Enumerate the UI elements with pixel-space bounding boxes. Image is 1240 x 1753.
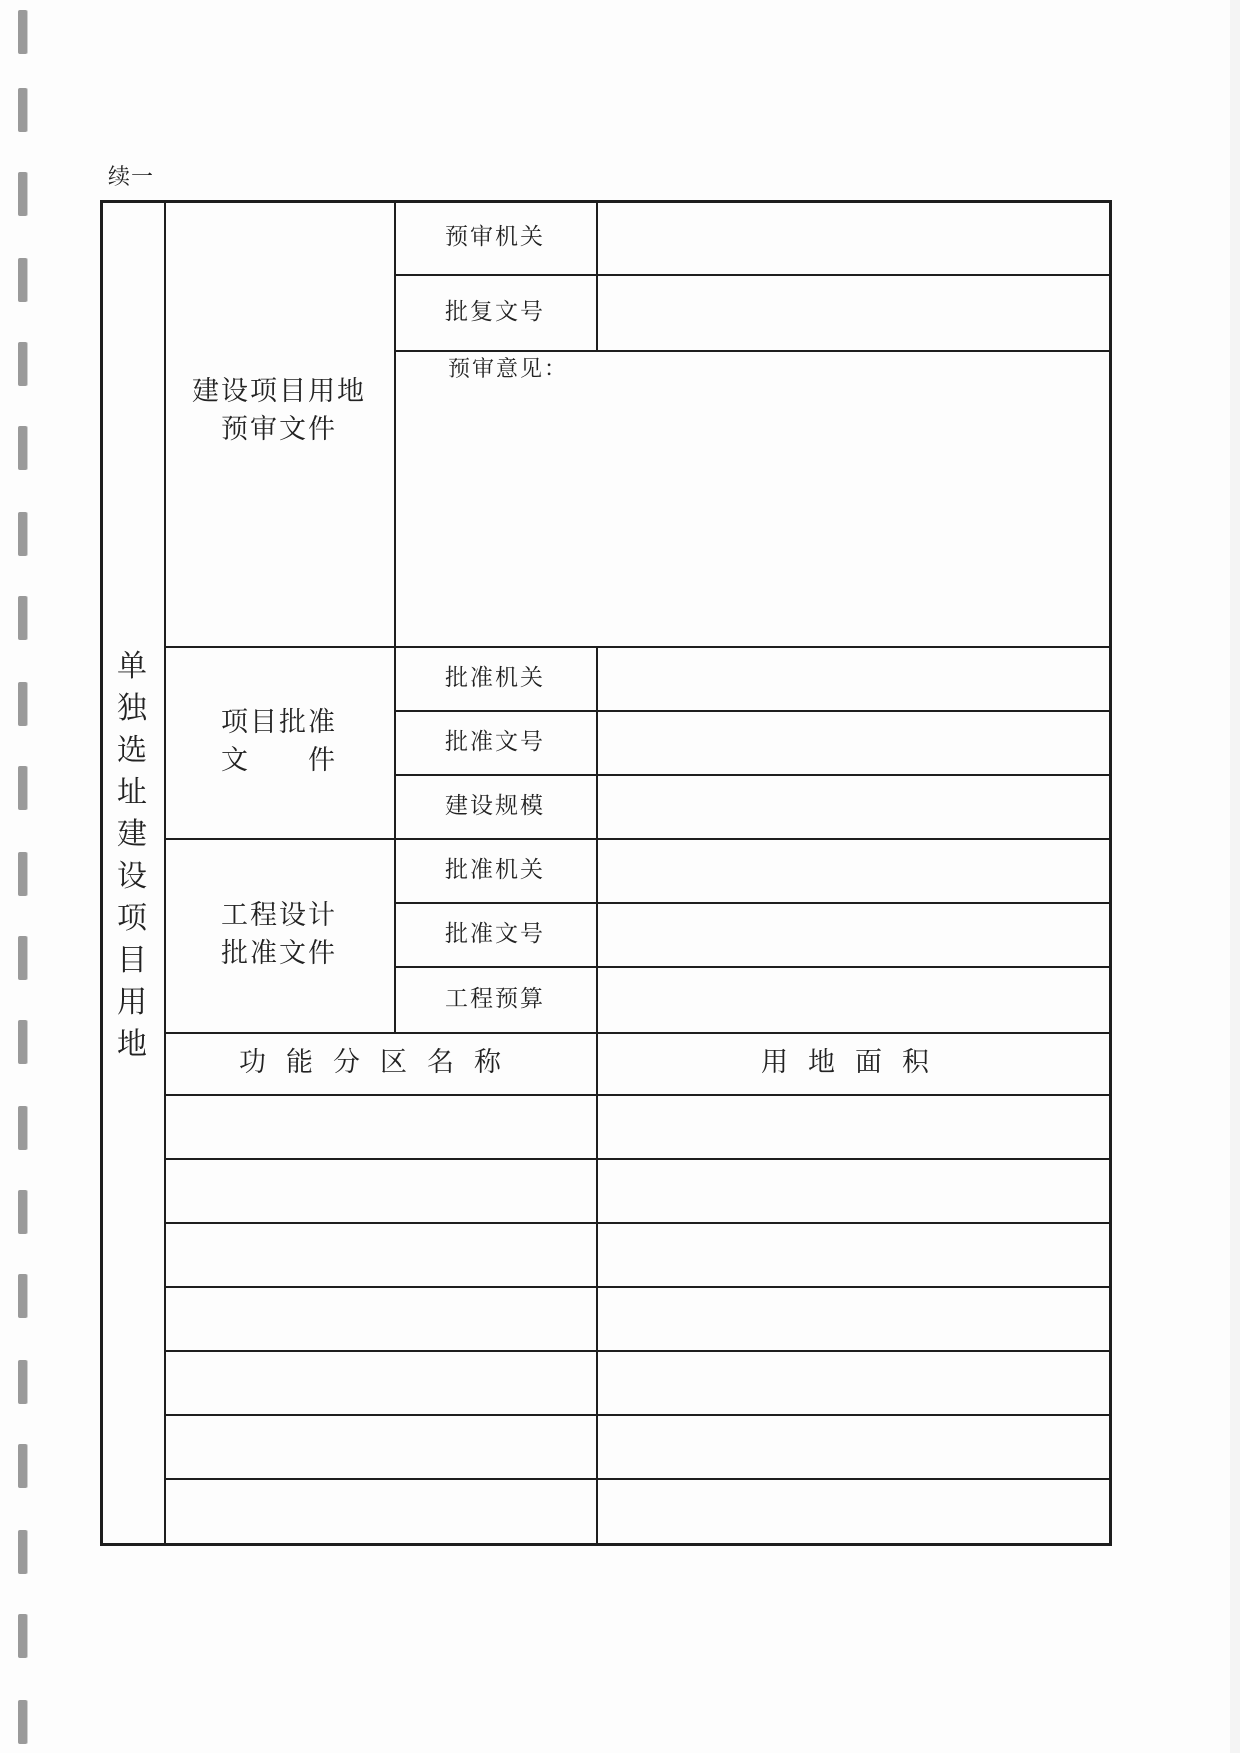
group-title-line: 批准文件 bbox=[221, 938, 337, 969]
approval-number-label: 批复文号 bbox=[445, 299, 545, 325]
preapproval-opinion-label: 预审意见： bbox=[448, 357, 569, 382]
zone-name-cell[interactable] bbox=[164, 1286, 596, 1350]
land-use-form bbox=[100, 200, 1112, 1546]
zone-name-cell[interactable] bbox=[164, 1478, 596, 1546]
land-area-header: 用地面积 bbox=[761, 1047, 949, 1078]
continuation-caption: 续一 bbox=[108, 165, 155, 190]
engineering-budget-field[interactable] bbox=[598, 966, 1112, 1032]
land-area-cell[interactable] bbox=[598, 1222, 1112, 1286]
zone-name-header: 功能分区名称 bbox=[239, 1047, 521, 1078]
group-title-line: 工程设计 bbox=[221, 900, 337, 931]
engineering-number-label: 批准文号 bbox=[445, 921, 545, 947]
approval-document-number-label: 批准文号 bbox=[445, 729, 545, 755]
land-area-cell[interactable] bbox=[598, 1094, 1112, 1158]
approval-document-number-field[interactable] bbox=[598, 710, 1112, 774]
page-edge bbox=[1230, 0, 1240, 1753]
group-title-line: 建设项目用地 bbox=[192, 376, 366, 407]
approval-number-field[interactable] bbox=[598, 274, 1112, 350]
engineering-authority-field[interactable] bbox=[598, 838, 1112, 902]
approval-authority-field[interactable] bbox=[598, 646, 1112, 710]
section-title-char: 单 bbox=[117, 649, 147, 684]
preapproval-opinion-field[interactable] bbox=[396, 390, 1112, 646]
zone-name-cell[interactable] bbox=[164, 1158, 596, 1222]
section-title-char: 独 bbox=[117, 691, 147, 726]
group-title-line: 文 件 bbox=[221, 745, 337, 776]
zone-name-cell[interactable] bbox=[164, 1350, 596, 1414]
zone-name-cell[interactable] bbox=[164, 1094, 596, 1158]
section-title-char: 址 bbox=[117, 775, 147, 810]
land-area-cell[interactable] bbox=[598, 1414, 1112, 1478]
section-title-char: 用 bbox=[117, 985, 147, 1020]
preapproval-group-label bbox=[164, 350, 394, 472]
section-title-vertical bbox=[100, 636, 164, 1076]
section-title-char: 项 bbox=[117, 901, 147, 936]
preapproval-authority-label: 预审机关 bbox=[445, 224, 545, 250]
section-title-char: 地 bbox=[117, 1027, 147, 1062]
land-area-cell[interactable] bbox=[598, 1350, 1112, 1414]
group-title-line: 项目批准 bbox=[221, 707, 337, 738]
group-title-line: 预审文件 bbox=[221, 414, 337, 445]
construction-scale-field[interactable] bbox=[598, 774, 1112, 838]
land-area-cell[interactable] bbox=[598, 1286, 1112, 1350]
preapproval-authority-field[interactable] bbox=[598, 200, 1112, 274]
zone-name-cell[interactable] bbox=[164, 1222, 596, 1286]
project-approval-group-label bbox=[164, 646, 394, 838]
section-title-char: 目 bbox=[117, 943, 147, 978]
engineering-number-field[interactable] bbox=[598, 902, 1112, 966]
land-area-cell[interactable] bbox=[598, 1478, 1112, 1546]
land-area-cell[interactable] bbox=[598, 1158, 1112, 1222]
section-title-char: 选 bbox=[117, 733, 147, 768]
approval-authority-label: 批准机关 bbox=[445, 665, 545, 691]
section-title-char: 建 bbox=[117, 817, 147, 852]
engineering-budget-label: 工程预算 bbox=[445, 986, 545, 1012]
construction-scale-label: 建设规模 bbox=[445, 793, 545, 819]
engineering-approval-group-label bbox=[164, 838, 394, 1032]
section-title-char: 设 bbox=[117, 859, 147, 894]
zone-name-cell[interactable] bbox=[164, 1414, 596, 1478]
engineering-authority-label: 批准机关 bbox=[445, 857, 545, 883]
binding-holes bbox=[18, 0, 32, 1753]
